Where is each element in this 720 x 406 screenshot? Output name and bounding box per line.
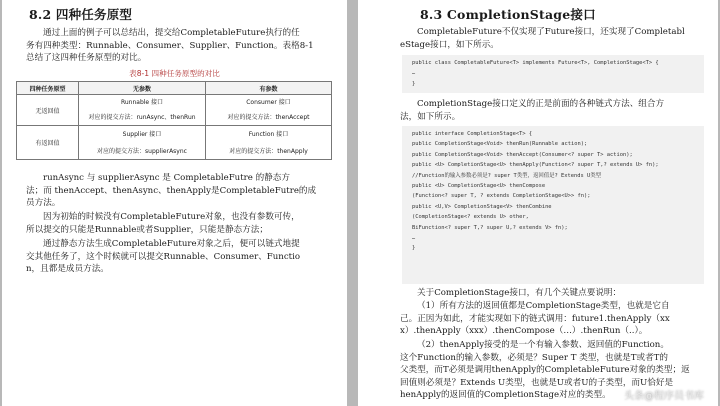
row-label: 无返回值 xyxy=(17,95,79,126)
code-line: public CompletionStage<Void> thenAccept(Consumer<? super T> action); xyxy=(412,151,633,158)
code-line: … xyxy=(412,235,416,242)
right-page xyxy=(358,0,718,406)
text-line: eStage接口，如下所示。 xyxy=(400,39,499,50)
table-cell: 对应的提交方法：runAsync、thenRun xyxy=(79,108,206,126)
code-line: public <U,V> CompletionStage<V> thenCombine xyxy=(412,203,552,210)
text-line: CompletionStage接口定义的正是前面的各种链式方法、组合方 xyxy=(417,99,665,109)
paragraph-intro xyxy=(26,27,326,65)
paragraph-chaining xyxy=(26,238,326,276)
text-line: 通过上面的例子可以总结出，提交给CompletableFuture执行的任 xyxy=(43,28,300,38)
code-line: public CompletionStage<Void> thenRun(Runnable action); xyxy=(412,141,588,148)
section-title: 8.3 CompletionStage接口 xyxy=(420,7,596,22)
text-line: 总结了这四种任务原型的对比。 xyxy=(26,53,147,64)
code-line: (Function<? super T, ? extends CompletionStage<U>> fn); xyxy=(412,193,591,200)
text-line: 关于CompletionStage接口，有几个关键点要说明： xyxy=(417,288,622,298)
text-line: 务有四种类型：Runnable、Consumer、Supplier、Function。表格8-1 xyxy=(26,40,314,51)
text-line: 因为初始的时候没有CompletableFuture对象，也没有参数可传， xyxy=(43,212,300,222)
text-line: runAsync 与 supplierAsync 是 CompletableFutre 的静态方 xyxy=(43,173,290,183)
text-line: 法；而 thenAccept、thenAsync、thenApply是CompletableFutre的成 xyxy=(26,185,317,196)
paragraph-static-methods xyxy=(26,172,326,210)
text-line: henApply的返回值的CompletionStage对应的类型。 xyxy=(400,390,611,401)
text-line: CompletableFuture不仅实现了Future接口，还实现了Completabl xyxy=(417,27,685,37)
text-line: 所以提交的只能是Runnable或者Supplier，只能是静态方法； xyxy=(26,224,268,235)
code-line: public <U> CompletionStage<U> thenApply(Function<? super T,? extends U> fn); xyxy=(412,162,659,169)
text-line: （2）thenApply接受的是一个有输入参数、返回值的Function。 xyxy=(417,340,669,350)
table-header: 有参数 xyxy=(206,82,332,95)
watermark: 头条@程序员书库 xyxy=(624,391,704,402)
code-line: public interface CompletionStage<T> { xyxy=(412,131,533,137)
text-line: 通过静态方法生成CompletableFuture对象之后，便可以链式地提 xyxy=(43,239,300,249)
text-line: 员方法。 xyxy=(26,198,61,209)
text-line: 父类型，而T必须是调用thenApply的CompletableFuture对象的类型；返 xyxy=(400,365,690,376)
table-cell: Function 接口 xyxy=(206,126,332,142)
code-line: } xyxy=(412,80,416,87)
paragraph-interface xyxy=(400,98,705,123)
table-header: 四种任务原型 xyxy=(17,82,79,95)
paragraph-keypoints-intro xyxy=(400,287,705,300)
table-header: 无参数 xyxy=(79,82,206,95)
code-block-class xyxy=(402,55,704,93)
comparison-table xyxy=(16,81,332,160)
code-block-interface xyxy=(402,126,704,284)
text-line: （1）所有方法的返回值都是CompletionStage类型，也就是它自 xyxy=(417,301,670,311)
code-line: (CompletionStage<? extends U> other, xyxy=(412,214,529,221)
table-cell: 对应的提交方法：thenApply xyxy=(206,142,332,160)
paragraph-initial xyxy=(26,211,326,236)
code-line: BiFunction<? super T,? super U,? extends V> fn); xyxy=(412,224,568,231)
text-line: n，且都是成员方法。 xyxy=(26,264,109,275)
table-cell: 对应的提交方法：thenAccept xyxy=(206,108,332,126)
paragraph-intro xyxy=(400,26,705,51)
section-title: 8.2 四种任务原型 xyxy=(29,7,133,22)
table-cell: 对应的提交方法：supplierAsync xyxy=(79,142,206,160)
paragraph-point-1 xyxy=(400,300,705,338)
table-cell: Supplier 接口 xyxy=(79,126,206,142)
left-page xyxy=(2,0,347,406)
text-line: x）.thenApply（xxx）.thenCompose（…）.thenRun（..）。 xyxy=(400,326,648,337)
table-cell: Runnable 接口 xyxy=(79,95,206,108)
table-cell: Consumer 接口 xyxy=(206,95,332,108)
code-line: public class CompletableFuture<T> implements Future<T>, CompletionStage<T> { xyxy=(412,60,659,66)
code-line: … xyxy=(412,70,416,77)
text-line: 回值则必须是？Extends U类型，也就是U或者U的子类型，而U恰好是 xyxy=(400,377,674,388)
text-line: 己。正因为如此，才能实现如下的链式调用：future1.thenApply（xx xyxy=(400,313,670,324)
code-line: } xyxy=(412,245,416,252)
text-line: 交其他任务了，这个时候就可以提交Runnable、Consumer、Functio xyxy=(26,251,301,262)
code-line: public <U> CompletionStage<U> thenCompose xyxy=(412,183,546,190)
row-label: 有返回值 xyxy=(17,126,79,160)
text-line: 法，如下所示。 xyxy=(400,111,461,122)
text-line: 这个Function的输入参数，必须是？Super T 类型，也就是T或者T的 xyxy=(400,352,669,363)
code-line: //Function的输入参数必须是? super T类型，返回值是? Extends U类型 xyxy=(412,172,602,179)
table-caption: 表8-1 四种任务原型的对比 xyxy=(129,69,220,78)
